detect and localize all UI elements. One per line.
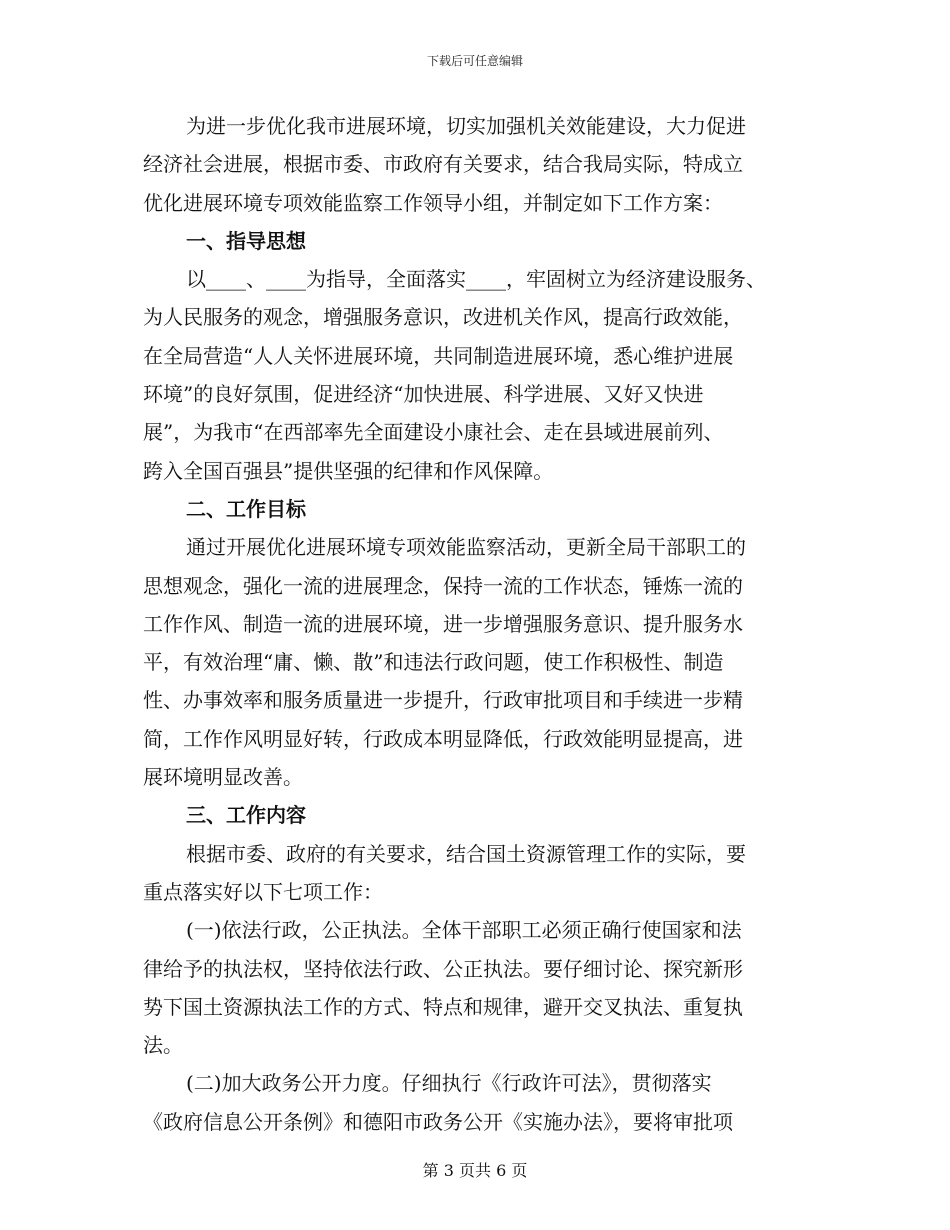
paragraph-line: 环境”的良好氛围，促进经济“加快进展、科学进展、又好又快进 bbox=[143, 382, 704, 407]
paragraph-line: 平，有效治理“庸、懒、散”和违法行政问题，使工作积极性、制造 bbox=[143, 650, 724, 675]
paragraph-line: 《政府信息公开条例》和德阳市政务公开《实施办法》，要将审批项 bbox=[143, 1109, 733, 1134]
paragraph-line: 以____、____为指导，全面落实____，牢固树立为经济建设服务、 bbox=[186, 267, 766, 292]
paragraph-line: 跨入全国百强县”提供坚强的纪律和作风保障。 bbox=[143, 458, 554, 483]
paragraph-line: 势下国土资源执法工作的方式、特点和规律，避开交叉执法、重复执 bbox=[143, 994, 743, 1019]
paragraph-line: 思想观念，强化一流的进展理念，保持一流的工作状态，锤炼一流的 bbox=[143, 573, 743, 598]
paragraph-line: 经济社会进展，根据市委、市政府有关要求，结合我局实际，特成立 bbox=[143, 152, 743, 177]
paragraph-line: 根据市委、政府的有关要求，结合国土资源管理工作的实际，要 bbox=[186, 841, 746, 866]
paragraph-line: 简，工作作风明显好转，行政成本明显降低，行政效能明显提高，进 bbox=[143, 726, 743, 751]
paragraph-line: 重点落实好以下七项工作： bbox=[143, 879, 383, 904]
page-header: 下载后可任意编辑 bbox=[426, 54, 523, 68]
paragraph-line: 律给予的执法权，坚持依法行政、公正执法。要仔细讨论、探究新形 bbox=[143, 956, 743, 981]
paragraph-line: 为人民服务的观念，增强服务意识，改进机关作风，提高行政效能， bbox=[143, 305, 743, 330]
paragraph-line: 法。 bbox=[143, 1033, 183, 1058]
paragraph-line: 通过开展优化进展环境专项效能监察活动，更新全局干部职工的 bbox=[186, 535, 746, 560]
paragraph-line: 展”，为我市“在西部率先全面建设小康社会、走在县域进展前列、 bbox=[143, 420, 724, 445]
section-heading: 二、工作目标 bbox=[186, 496, 306, 521]
page-footer: 第 3 页共 6 页 bbox=[422, 1161, 528, 1180]
paragraph-line: 展环境明显改善。 bbox=[143, 765, 303, 790]
paragraph-line: (一)依法行政，公正执法。全体干部职工必须正确行使国家和法 bbox=[186, 918, 742, 943]
paragraph-line: (二)加大政务公开力度。仔细执行《行政许可法》，贯彻落实 bbox=[186, 1071, 712, 1096]
paragraph-line: 在全局营造“人人关怀进展环境，共同制造进展环境，悉心维护进展 bbox=[143, 343, 734, 368]
paragraph-line: 优化进展环境专项效能监察工作领导小组，并制定如下工作方案： bbox=[143, 190, 723, 215]
section-heading: 一、指导思想 bbox=[186, 228, 306, 253]
paragraph-line: 工作作风、制造一流的进展环境，进一步增强服务意识、提升服务水 bbox=[143, 611, 743, 636]
paragraph-line: 性、办事效率和服务质量进一步提升，行政审批项目和手续进一步精 bbox=[143, 688, 743, 713]
document-body bbox=[143, 107, 807, 1141]
paragraph-line: 为进一步优化我市进展环境，切实加强机关效能建设，大力促进 bbox=[186, 114, 746, 138]
section-heading: 三、工作内容 bbox=[186, 803, 306, 828]
